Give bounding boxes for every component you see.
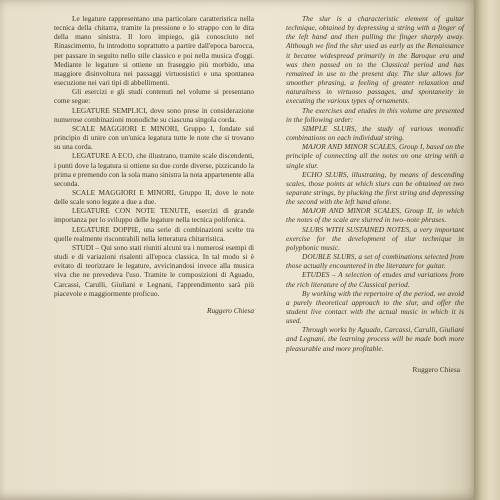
italian-paragraph-order: Gli esercizi e gli studi contenuti nel volume si presentano come segue: [54,87,254,106]
english-paragraph-scales-group-2: MAJOR AND MINOR SCALES, Group II, in which the notes of the scale are slurred in two–note phrases. [286,206,464,225]
english-paragraph-simple-slurs: SIMPLE SLURS, the study of various monodic combinations on each individual string. [286,123,464,143]
english-paragraph-sustained-notes: SLURS WITH SUSTAINED NOTES, a very important exercise for the development of slur technique in polyphonic music. [286,224,464,252]
italian-signature: Ruggero Chiesa [207,305,254,315]
english-paragraph-order: The exercises and etudes in this volume are presented in the following order: [286,105,464,124]
english-paragraph-composers: Through works by Aguado, Carcassi, Carulli, Giuliani and Legnani, the learning process will be made both more pleasurable and more profitable. [286,325,464,353]
italian-paragraph-sustained-notes: LEGATURE CON NOTE TENUTE, esercizi di grande importanza per lo sviluppo delle legature nella tecnica polifonica. [54,206,254,225]
english-preface-column [286,14,464,374]
italian-paragraph-studies: STUDI – Qui sono stati riuniti alcuni tra i numerosi esempi di studi e di variazioni risalenti all'epoca classica. In tal modo si è evitato di teorizzare le legature, avvicinandosi invece alla musica viva che ne prevedeva l'uso. Tramite le composizioni di Aguado, Carcassi, Carulli, Giuliani e Legnani, l'apprendimento sarà più piacevole e maggiormente proficuo. [54,242,254,298]
english-paragraph-double-slurs: DOUBLE SLURS, a set of combinations selected from those actually encountered in the literature for guitar. [286,252,464,271]
italian-paragraph-simple-slurs: LEGATURE SEMPLICI, dove sono prese in considerazione numerose combinazioni monodiche su ciascuna singola corda. [54,105,254,124]
english-paragraph-echo-slurs: ECHO SLURS, illustrating, by means of descending scales, those points at which slurs can be obtained on two separate strings, by plucking the first string and depressing the second with the left hand alone. [286,169,464,207]
book-binding-edge [474,0,500,500]
italian-paragraph-scales-group-2: SCALE MAGGIORI E MINORI, Gruppo II, dove le note delle scale sono legate a due a due. [54,187,254,207]
english-paragraph-repertoire: By working with the repertoire of the period, we avoid a purely theoretical approach to the slur, and offer the student live contact with the actual music in which it is used. [286,288,464,326]
italian-preface-column [54,14,254,315]
english-paragraph-intro: The slur is a characteristic element of guitar technique, obtained by depressing a string with a finger of the left hand and then pulling the finger sharply away. Although we find the slur used as early as the Renaissance it became widespread primarily in the Baroque era and was then passed on to the Classical period and has remained in use to the present day. The slur allows for smoother phrasing, a feeling of greater relaxation and naturalness in virtuoso passages, and spontaneity in executing the various types of ornaments. [286,14,464,106]
italian-paragraph-double-slurs: LEGATURE DOPPIE, una serie di combinazioni scelte tra quelle realmente riscontrabili nella letteratura chitarristica. [54,224,254,243]
italian-paragraph-intro: Le legature rappresentano una particolare caratteristica nella tecnica della chitarra, tramite la pressione e lo strappo con le dita della mano sinistra. Il loro impiego, già conosciuto nel Rinascimento, fu introdotto soprattutto a partire dall'epoca barocca, per passare in seguito nello stile classico e poi nella musica d'oggi. Mediante le legature si ottiene un fraseggio più morbido, una maggiore disinvoltura nei passaggi virtuosistici e una spontanea esecuzione nei vari tipi di abbellimenti. [54,14,254,88]
english-paragraph-etudes: ETUDES – A selection of etudes and variations from the rich literature of the Classical period. [286,270,464,289]
english-paragraph-scales-group-1: MAJOR AND MINOR SCALES, Group I, based on the principle of connecting all the notes on one string with a single slur. [286,142,464,170]
italian-paragraph-echo-slurs: LEGATURE A ECO, che illustrano, tramite scale discendenti, i punti dove la legatura si ottiene su due corde diverse, pizzicando la prima e premendo con la sola mano sinistra la nota appartenente alla seconda. [54,151,254,188]
italian-paragraph-scales-group-1: SCALE MAGGIORI E MINORI, Gruppo I, fondate sul principio di unire con un'unica legatura tutte le note che si trovano su una corda. [54,123,254,152]
english-signature: Ruggero Chiesa [412,364,460,374]
